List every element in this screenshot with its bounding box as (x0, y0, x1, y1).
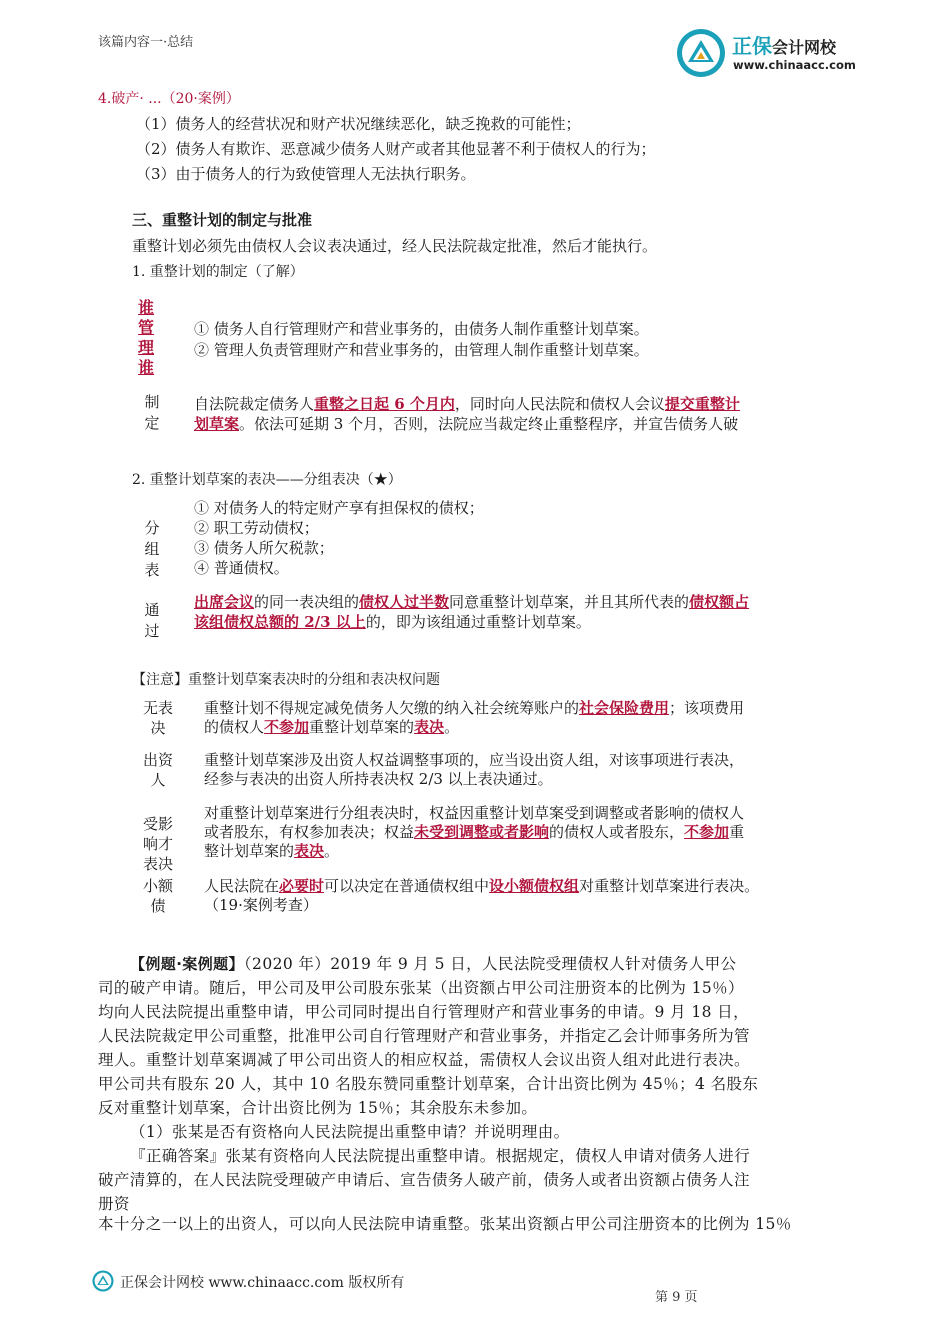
note-row-2-label: 出资 人 (142, 751, 173, 789)
note-row-1-line-2: 的债权人不参加重整计划草案的表决。 (204, 718, 460, 736)
who-label: 谁 管 理 谁 (138, 298, 155, 377)
note-row-3-label: 受影 响才 表决 (142, 815, 173, 873)
section-intro: 重整计划必须先由债权人会议表决通过，经人民法院裁定批准，然后才能执行。 (132, 237, 658, 255)
condition-item-3: （3）由于债务人的行为致使管理人无法执行职务。 (136, 165, 476, 183)
note-row-2-line-2: 经参与表决的出资人所持表决权 2/3 以上表决通过。 (204, 770, 553, 788)
note-row-3-line-3: 整计划草案的表决。 (204, 842, 340, 860)
note-row-1-line-1: 重整计划不得规定减免债务人欠缴的纳入社会统筹账户的社会保险费用；该项费用 (204, 699, 745, 717)
footer (92, 1268, 492, 1294)
make-label: 制 定 (144, 393, 160, 432)
note-row-3-line-2: 或者股东，有权参加表决；权益未受到调整或者影响的债权人或者股东，不参加重 (204, 823, 745, 841)
group-item-2: ② 职工劳动债权； (194, 519, 319, 537)
make-line-2: 划草案。依法可延期 3 个月，否则，法院应当裁定终止重整程序，并宣告债务人破 (194, 415, 739, 433)
condition-item-1: （1）债务人的经营状况和财产状况继续恶化，缺乏挽救的可能性； (136, 115, 581, 133)
clipped-section-title: 4.破产· ...（20·案例） (98, 91, 240, 107)
group-item-1: ① 对债务人的特定财产享有担保权的债权； (194, 499, 484, 517)
group-label: 分 组 表 (144, 519, 160, 579)
section-heading: 三、重整计划的制定与批准 (132, 211, 313, 229)
pass-label: 通 过 (144, 601, 160, 640)
subheading-plan-making: 1. 重整计划的制定（了解） (132, 264, 304, 280)
condition-item-2: （2）债务人有欺诈、恶意减少债务人财产或者其他显著不利于债权人的行为； (136, 140, 656, 158)
example-line-3: 均向人民法院提出重整申请，甲公司同时提出自行管理财产和营业事务的申请。9 月 18 日， (98, 1003, 749, 1021)
example-line-1: 【例题·案例题】（2020 年）2019 年 9 月 5 日，人民法院受理债权人针对债务人甲公 (130, 955, 737, 973)
answer-line-4: 本十分之一以上的出资人，可以向人民法院申请重整。张某出资额占甲公司注册资本的比例为 15％ (98, 1215, 792, 1233)
answer-line-2: 破产清算的，在人民法院受理破产申请后、宣告债务人破产前，债务人或者出资额占债务人注 (98, 1171, 750, 1189)
pass-line-2: 该组债权总额的 2/3 以上的，即为该组通过重整计划草案。 (194, 613, 591, 631)
who-item-2: ② 管理人负责管理财产和营业事务的，由管理人制作重整计划草案。 (194, 341, 649, 359)
example-line-2: 司的破产申请。随后，甲公司及甲公司股东张某（出资额占甲公司注册资本的比例为 15％） (98, 979, 744, 997)
note-row-3-line-1: 对重整计划草案进行分组表决时，权益因重整计划草案受到调整或者影响的债权人 (204, 804, 745, 822)
pass-line-1: 出席会议的同一表决组的债权人过半数同意重整计划草案，并且其所代表的债权额占 (194, 593, 750, 611)
clipped-header-text: 该篇内容一·总结 (98, 35, 194, 50)
footer-copyright: 正保会计网校 www.chinaacc.com 版权所有 (120, 1275, 405, 1291)
note-row-4-line-2: （19·案例考查） (204, 896, 318, 914)
note-row-4-line-1: 人民法院在必要时可以决定在普通债权组中设小额债权组对重整计划草案进行表决。 (204, 877, 760, 895)
brand-logo[interactable] (676, 28, 876, 80)
example-line-7: 反对重整计划草案，合计出资比例为 15％；其余股东未参加。 (98, 1099, 538, 1117)
note-row-1-label: 无表 决 (142, 699, 173, 737)
answer-line-1: 『正确答案』张某有资格向人民法院提出重整申请。根据规定，债权人申请对债务人进行 (130, 1147, 751, 1165)
page-number: 第 9 页 (655, 1290, 698, 1305)
note-row-2-line-1: 重整计划草案涉及出资人权益调整事项的，应当设出资人组，对该事项进行表决， (204, 751, 745, 769)
group-item-3: ③ 债务人所欠税款； (194, 539, 334, 557)
make-line-1: 自法院裁定债务人重整之日起 6 个月内，同时向人民法院和债权人会议提交重整计 (194, 395, 740, 413)
brand-name: 正保会计网校 (732, 34, 837, 58)
example-line-4: 人民法院裁定甲公司重整，批准甲公司自行管理财产和营业事务，并指定乙会计师事务所为管 (98, 1027, 750, 1045)
example-line-5: 理人。重整计划草案调减了甲公司出资人的相应权益，需债权人会议出资人组对此进行表决。 (98, 1051, 750, 1069)
note-row-4-label: 小额 债 (142, 877, 173, 915)
note-heading: 【注意】重整计划草案表决时的分组和表决权问题 (132, 672, 440, 688)
who-item-1: ① 债务人自行管理财产和营业事务的，由债务人制作重整计划草案。 (194, 320, 649, 338)
subheading-vote: 2. 重整计划草案的表决——分组表决（★） (132, 472, 402, 488)
brand-url[interactable]: www.chinaacc.com (733, 58, 856, 72)
footer-logo-icon (92, 1270, 114, 1292)
answer-line-3: 册资 (98, 1195, 130, 1213)
example-line-6: 甲公司共有股东 20 人，其中 10 名股东赞同重整计划草案，合计出资比例为 45％；4 名股东 (98, 1075, 759, 1093)
group-item-4: ④ 普通债权。 (194, 559, 289, 577)
example-question: （1）张某是否有资格向人民法院提出重整申请？并说明理由。 (130, 1123, 570, 1141)
brand-logo-icon (676, 28, 726, 78)
